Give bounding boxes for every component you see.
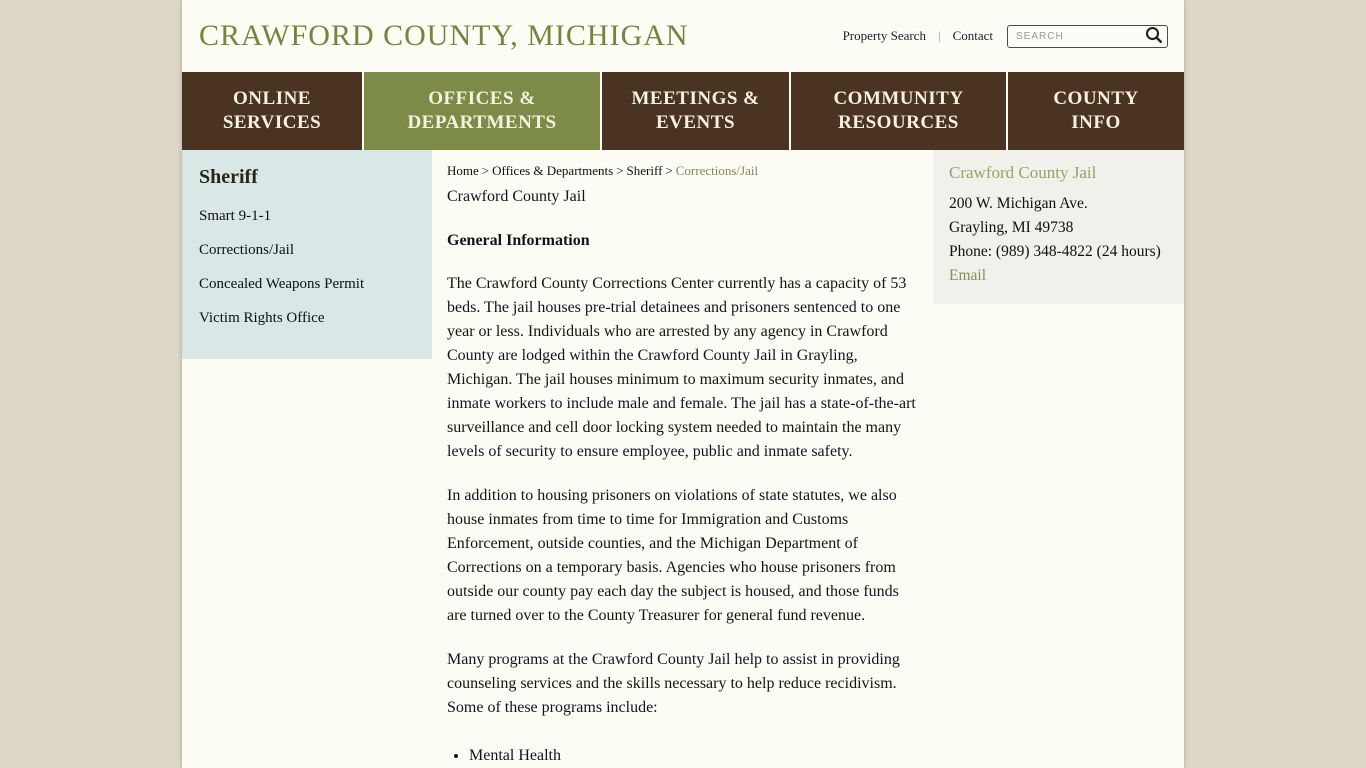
nav-label-line: MEETINGS & [631, 88, 760, 109]
search-icon [1144, 25, 1164, 48]
nav-label-line: SERVICES [222, 112, 322, 133]
main-nav [182, 72, 1184, 150]
list-item: • Mental Health [469, 744, 917, 768]
breadcrumb-separator: > [665, 163, 673, 178]
nav-label-line: ONLINE [233, 88, 311, 109]
breadcrumb-separator: > [481, 163, 490, 178]
nav-online-services[interactable] [182, 72, 362, 150]
contact-address-line1: 200 W. Michigan Ave. [949, 195, 1088, 212]
sidebar-item-victim-rights-office[interactable]: Victim Rights Office [199, 310, 325, 326]
sidebar-item-concealed-weapons-permit[interactable]: Concealed Weapons Permit [199, 276, 365, 292]
breadcrumb-home[interactable]: Home [447, 163, 479, 178]
main-column [432, 150, 933, 768]
contact-email-link[interactable]: Email [949, 267, 987, 284]
contact-address-line2: Grayling, MI 49738 [949, 219, 1074, 236]
breadcrumb-sheriff[interactable]: Sheriff [626, 163, 663, 178]
search-box [1007, 25, 1168, 48]
paragraph: In addition to housing prisoners on violations of state statutes, we also house inmates from time to time for Immigration and Customs Enforcement, outside counties, and the Michigan Department of Corrections on a temporary basis. Agencies who house prisoners from outside our county pay each day the subject is housed, and those funds are turned over to the County Treasurer for general fund revenue. [447, 487, 899, 624]
nav-community-resources[interactable] [791, 72, 1006, 150]
nav-offices-departments[interactable] [364, 72, 600, 150]
page-title: Crawford County Jail [447, 188, 586, 205]
section-heading: General Information [447, 232, 590, 249]
search-input[interactable] [1016, 31, 1144, 42]
site-header [182, 0, 1184, 72]
programs-list [469, 744, 917, 768]
sidebar-title: Sheriff [199, 166, 258, 188]
sidebar-item-smart-911[interactable]: Smart 9-1-1 [199, 208, 272, 224]
nav-meetings-events[interactable] [602, 72, 789, 150]
nav-label-line: EVENTS [655, 112, 736, 133]
sidebar-item-corrections-jail[interactable]: Corrections/Jail [199, 242, 294, 258]
contact-link[interactable]: Contact [952, 28, 993, 43]
breadcrumb-separator: > [616, 163, 624, 178]
header-link-separator: | [937, 28, 941, 43]
breadcrumb-offices-departments[interactable]: Offices & Departments [492, 163, 614, 178]
body-text [447, 272, 917, 768]
content-area [182, 150, 1184, 768]
page-container [182, 0, 1184, 768]
nav-label-line: INFO [1071, 112, 1121, 133]
contact-box [933, 150, 1184, 304]
property-search-link[interactable]: Property Search [842, 28, 926, 43]
site-title: CRAWFORD COUNTY, MICHIGAN [199, 19, 689, 52]
right-column [933, 150, 1184, 304]
breadcrumb [447, 163, 917, 179]
nav-label-line: COMMUNITY [833, 88, 964, 109]
nav-label-line: OFFICES & [428, 88, 536, 109]
search-button[interactable] [1144, 25, 1164, 48]
left-column [182, 150, 432, 359]
contact-phone: Phone: (989) 348-4822 (24 hours) [949, 243, 1161, 260]
section-sidebar [182, 150, 432, 359]
nav-label-line: RESOURCES [838, 112, 959, 133]
header-utility-nav [843, 25, 1168, 48]
contact-box-title-link[interactable]: Crawford County Jail [949, 163, 1097, 182]
breadcrumb-current-corrections-jail: Corrections/Jail [675, 163, 759, 178]
nav-label-line: COUNTY [1053, 88, 1139, 109]
nav-label-line: DEPARTMENTS [407, 112, 557, 133]
paragraph: Many programs at the Crawford County Jail help to assist in providing counseling services and the skills necessary to help reduce recidivism. Some of these programs include: [447, 651, 900, 716]
nav-county-info[interactable] [1008, 72, 1184, 150]
paragraph: The Crawford County Corrections Center currently has a capacity of 53 beds. The jail houses pre-trial detainees and prisoners sentenced to one year or less. Individuals who are arrested by any agency in Crawford County are lodged within the Crawford County Jail in Grayling, Michigan. The jail houses minimum to maximum security inmates, and inmate workers to include male and female. The jail has a state-of-the-art surveillance and cell door locking system needed to maintain the many levels of security to ensure employee, public and inmate safety. [447, 275, 916, 460]
